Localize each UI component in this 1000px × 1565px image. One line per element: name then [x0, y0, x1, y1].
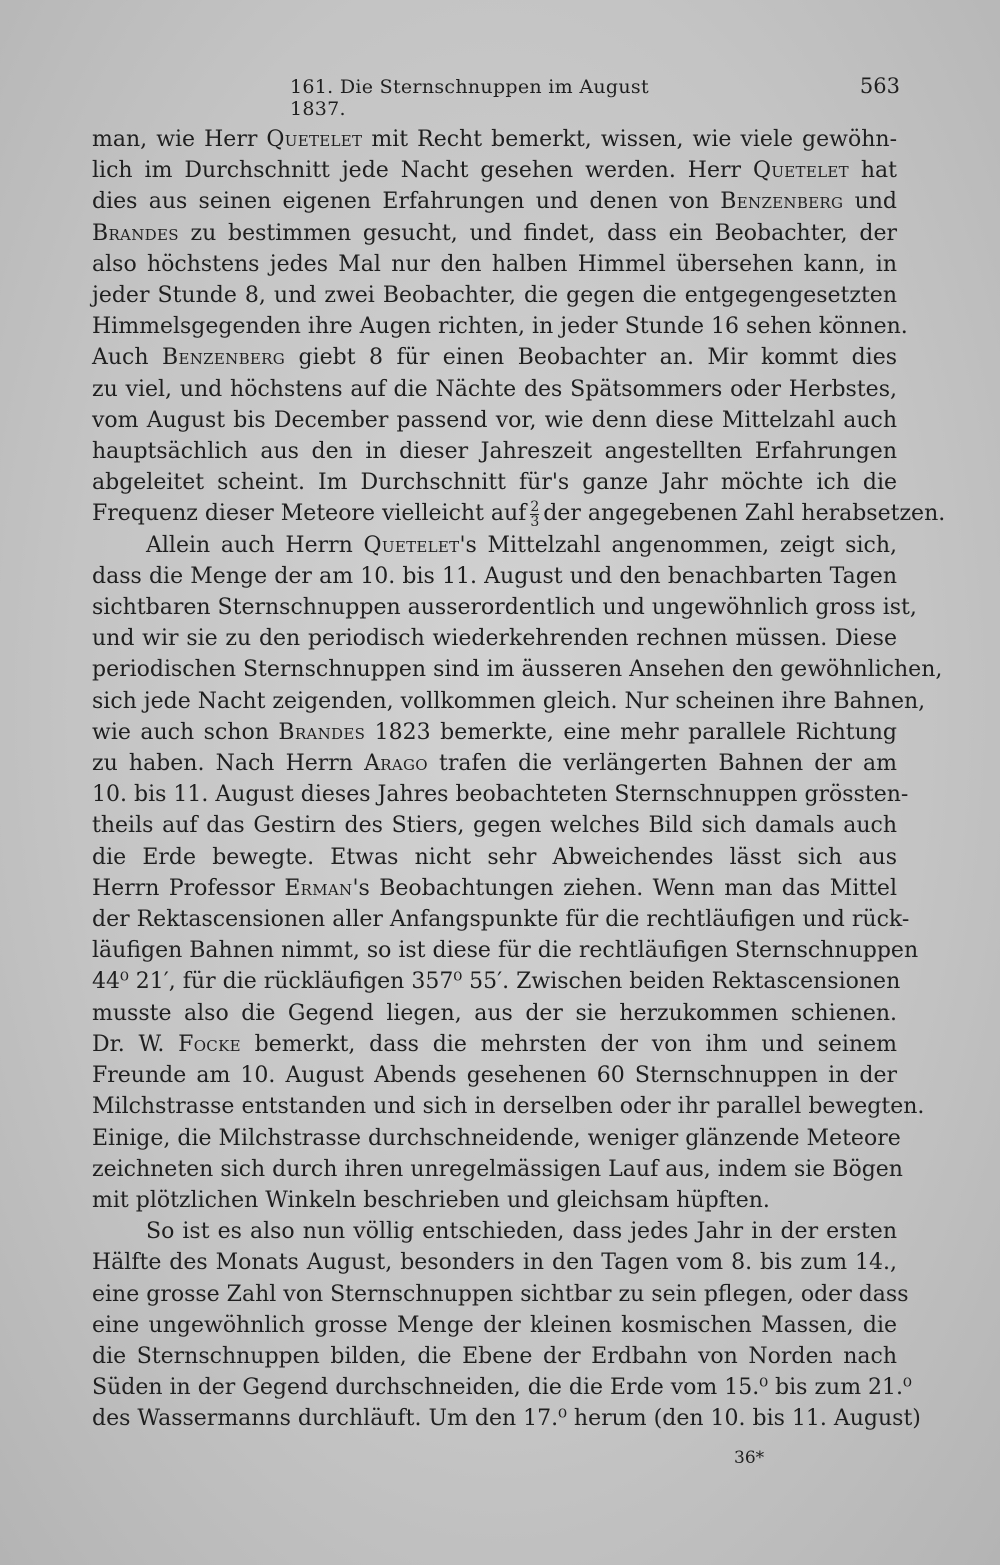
page-number: 563 — [859, 74, 900, 98]
author-name: Quetelet — [363, 532, 460, 558]
text-line: Freunde am 10. August Abends gesehenen 60 Sternschnuppen in der — [92, 1063, 897, 1089]
author-name: Benzenberg — [720, 189, 844, 215]
text-line: So ist es also nun völlig entschieden, dass jedes Jahr in der ersten — [146, 1219, 897, 1245]
author-name: Quetelet — [266, 127, 363, 152]
author-name: Brandes — [92, 220, 179, 246]
text-line: jeder Stunde 8, und zwei Beobachter, die gegen die entgegengesetzten — [92, 283, 897, 309]
text-line: Frequenz dieser Meteore vielleicht auf $\frac{2}{3}$ der angegebenen Zahl herabsetzen. — [92, 498, 946, 530]
text-line: hauptsächlich aus den in dieser Jahreszeit angestellten Erfahrungen — [92, 439, 897, 465]
author-name: Brandes — [278, 719, 366, 745]
text-line: dass die Menge der am 10. bis 11. August und den benachbarten Tagen — [92, 563, 897, 589]
author-name: Quetelet — [753, 158, 849, 184]
text-line: theils auf das Gestirn des Stiers, gegen welches Bild sich damals auch — [92, 813, 897, 839]
text-line: wie auch schon Brandes 1823 bemerkte, eine mehr parallele Richtung — [92, 719, 897, 745]
text-line: des Wassermanns durchläuft. Um den 17.⁰ herum (den 10. bis 11. August) — [92, 1406, 921, 1432]
text-line: Hälfte des Monats August, besonders in den Tagen vom 8. bis zum 14., — [92, 1250, 897, 1276]
text-line: abgeleitet scheint. Im Durchschnitt für's ganze Jahr möchte ich die — [92, 470, 897, 496]
text-line: Himmelsgegenden ihre Augen richten, in jeder Stunde 16 sehen können. — [92, 314, 908, 340]
fraction: $\frac{2}{3}$ — [530, 498, 540, 530]
text-line: die Sternschnuppen bilden, die Ebene der Erdbahn von Norden nach — [92, 1343, 897, 1369]
text-line: dies aus seinen eigenen Erfahrungen und denen von Benzenberg und — [92, 189, 897, 215]
text-line: Auch Benzenberg giebt 8 für einen Beobachter an. Mir kommt dies — [92, 345, 897, 371]
text-line: Einige, die Milchstrasse durchschneidende, weniger glänzende Meteore — [92, 1125, 901, 1151]
text-line: der Rektascensionen aller Anfangspunkte für die rechtläufigen und rück- — [92, 907, 910, 933]
text-line: vom August bis December passend vor, wie denn diese Mittelzahl auch — [92, 407, 897, 433]
text-line: Süden in der Gegend durchschneiden, die die Erde vom 15.⁰ bis zum 21.⁰ — [92, 1375, 912, 1401]
author-name: Erman — [284, 875, 353, 901]
text-line: Brandes zu bestimmen gesucht, und findet, dass ein Beobachter, der — [92, 220, 897, 246]
signature-mark: 36* — [734, 1448, 765, 1468]
text-line: lich im Durchschnitt jede Nacht gesehen werden. Herr Quetelet hat — [92, 158, 898, 184]
text-line: läufigen Bahnen nimmt, so ist diese für die rechtläufigen Sternschnuppen — [92, 938, 919, 964]
text-line: eine ungewöhnlich grosse Menge der kleinen kosmischen Massen, die — [92, 1312, 897, 1338]
author-name: Focke — [178, 1031, 241, 1057]
author-name: Arago — [364, 751, 428, 777]
text-line: Milchstrasse entstanden und sich in derselben oder ihr parallel bewegten. — [92, 1094, 925, 1120]
text-line: Herrn Professor Erman's Beobachtungen ziehen. Wenn man das Mittel — [92, 875, 897, 901]
text-line: Allein auch Herrn Quetelet's Mittelzahl angenommen, zeigt sich, — [146, 532, 897, 558]
text-line: musste also die Gegend liegen, aus der sie herzukommen schienen. — [92, 1000, 897, 1026]
author-name: Benzenberg — [162, 345, 286, 371]
text-line: zeichneten sich durch ihren unregelmässigen Lauf aus, indem sie Bögen — [92, 1156, 903, 1182]
running-head: 161. Die Sternschnuppen im August 1837. — [290, 76, 649, 120]
text-line: eine grosse Zahl von Sternschnuppen sichtbar zu sein pflegen, oder dass — [92, 1281, 909, 1307]
text-line: 44⁰ 21′, für die rückläufigen 357⁰ 55′. Zwischen beiden Rektascensionen — [92, 969, 901, 995]
body-text — [92, 124, 946, 1435]
text-line: man, wie Herr Quetelet mit Recht bemerkt, wissen, wie viele gewöhn- — [92, 127, 897, 152]
text-line: also höchstens jedes Mal nur den halben Himmel übersehen kann, in — [92, 251, 897, 277]
text-line: die Erde bewegte. Etwas nicht sehr Abweichendes lässt sich aus — [92, 844, 897, 870]
text-line: und wir sie zu den periodisch wiederkehrenden rechnen müssen. Diese — [92, 626, 897, 652]
text-line: zu viel, und höchstens auf die Nächte des Spätsommers oder Herbstes, — [92, 376, 897, 402]
text-line: zu haben. Nach Herrn Arago trafen die verlängerten Bahnen der am — [92, 751, 897, 777]
text-line: periodischen Sternschnuppen sind im äusseren Ansehen den gewöhnlichen, — [92, 657, 943, 683]
text-line: 10. bis 11. August dieses Jahres beobachteten Sternschnuppen grössten- — [92, 782, 909, 808]
text-line: sich jede Nacht zeigenden, vollkommen gleich. Nur scheinen ihre Bahnen, — [92, 688, 926, 714]
text-line: mit plötzlichen Winkeln beschrieben und gleichsam hüpften. — [92, 1187, 770, 1213]
text-line: sichtbaren Sternschnuppen ausserordentlich und ungewöhnlich gross ist, — [92, 595, 917, 621]
text-line: Dr. W. Focke bemerkt, dass die mehrsten der von ihm und seinem — [92, 1031, 897, 1057]
